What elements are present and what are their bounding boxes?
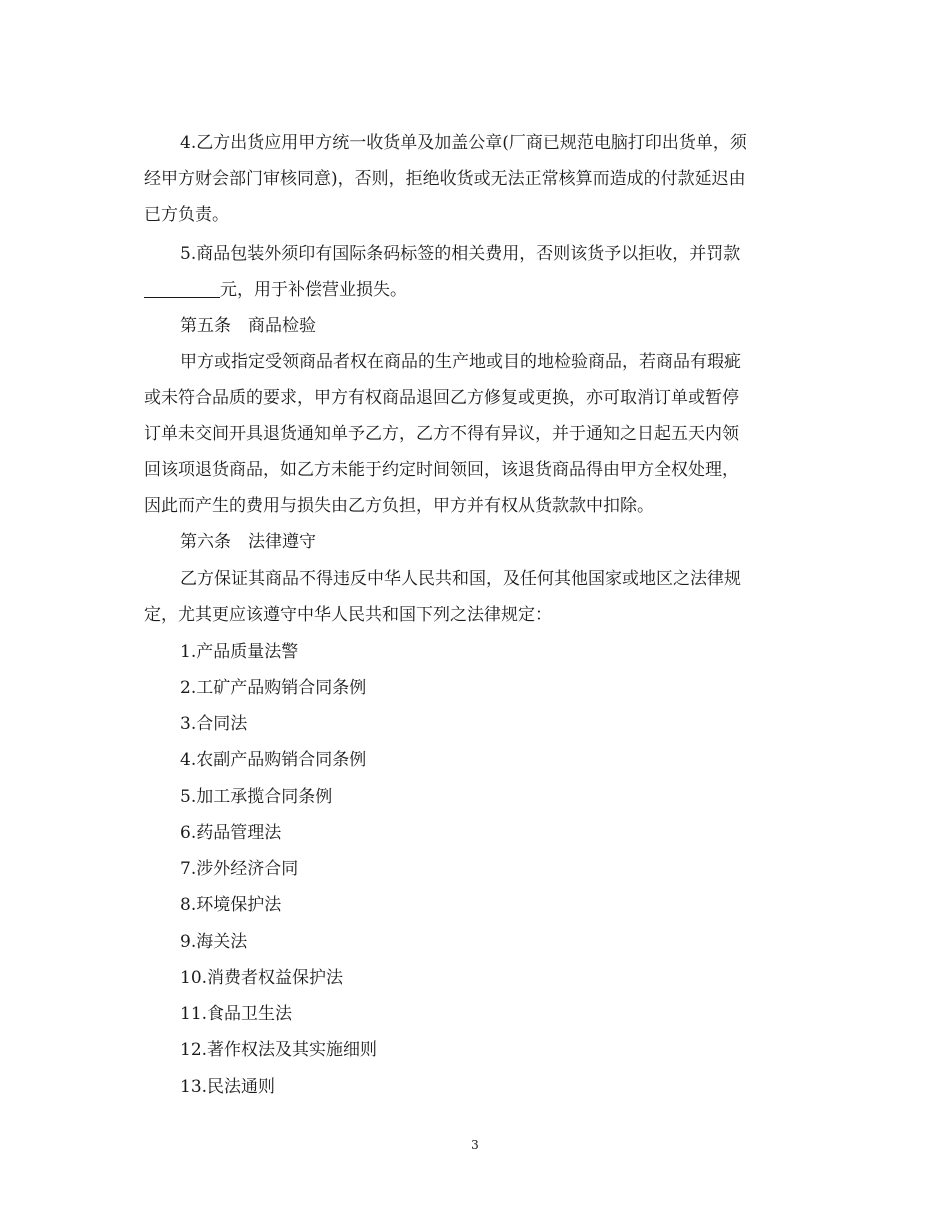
- fill-in-blank: [144, 279, 220, 298]
- paragraph-line: 回该项退货商品，如乙方未能于约定时间领回，该退货商品得由甲方全权处理，: [144, 460, 739, 480]
- paragraph-line: 或未符合品质的要求，甲方有权商品退回乙方修复或更换，亦可取消订单或暂停: [144, 388, 739, 408]
- section-heading: 第六条 法律遵守: [180, 532, 316, 552]
- paragraph-line: 订单未交间开具退货通知单予乙方，乙方不得有异议，并于通知之日起五天内领: [144, 424, 739, 444]
- list-item: 3.合同法: [180, 714, 248, 734]
- paragraph-line: 经甲方财会部门审核同意)，否则，拒绝收货或无法正常核算而造成的付款延迟由: [144, 169, 746, 189]
- list-item: 8.环境保护法: [180, 895, 282, 915]
- list-item: 6.药品管理法: [180, 823, 282, 843]
- paragraph-line: 已方负责。: [144, 205, 229, 225]
- paragraph-line: 4.乙方出货应用甲方统一收货单及加盖公章(厂商已规范电脑打印出货单，须: [180, 133, 747, 153]
- list-item: 13.民法通则: [180, 1077, 276, 1097]
- paragraph-line: 5.商品包装外须印有国际条码标签的相关费用，否则该货予以拒收，并罚款: [180, 244, 741, 264]
- list-item: 5.加工承揽合同条例: [180, 787, 333, 807]
- list-item: 4.农副产品购销合同条例: [180, 750, 367, 770]
- page-number: 3: [471, 1138, 479, 1152]
- list-item: 7.涉外经济合同: [180, 859, 299, 879]
- paragraph-line: 甲方或指定受领商品者权在商品的生产地或目的地检验商品，若商品有瑕疵: [180, 352, 741, 372]
- list-item: 10.消费者权益保护法: [180, 968, 344, 988]
- paragraph-text: 元，用于补偿营业损失。: [220, 280, 407, 300]
- paragraph-line: 定，尤其更应该遵守中华人民共和国下列之法律规定：: [144, 605, 552, 625]
- list-item: 12.著作权法及其实施细则: [180, 1040, 378, 1060]
- list-item: 1.产品质量法警: [180, 642, 299, 662]
- paragraph-line: 因此而产生的费用与损失由乙方负担，甲方并有权从货款款中扣除。: [144, 496, 654, 516]
- list-item: 2.工矿产品购销合同条例: [180, 678, 367, 698]
- list-item: 9.海关法: [180, 932, 248, 952]
- paragraph-line: [144, 278, 407, 302]
- list-item: 11.食品卫生法: [180, 1004, 293, 1024]
- paragraph-line: 乙方保证其商品不得违反中华人民共和国，及任何其他国家或地区之法律规: [180, 569, 741, 589]
- section-heading: 第五条 商品检验: [180, 316, 316, 336]
